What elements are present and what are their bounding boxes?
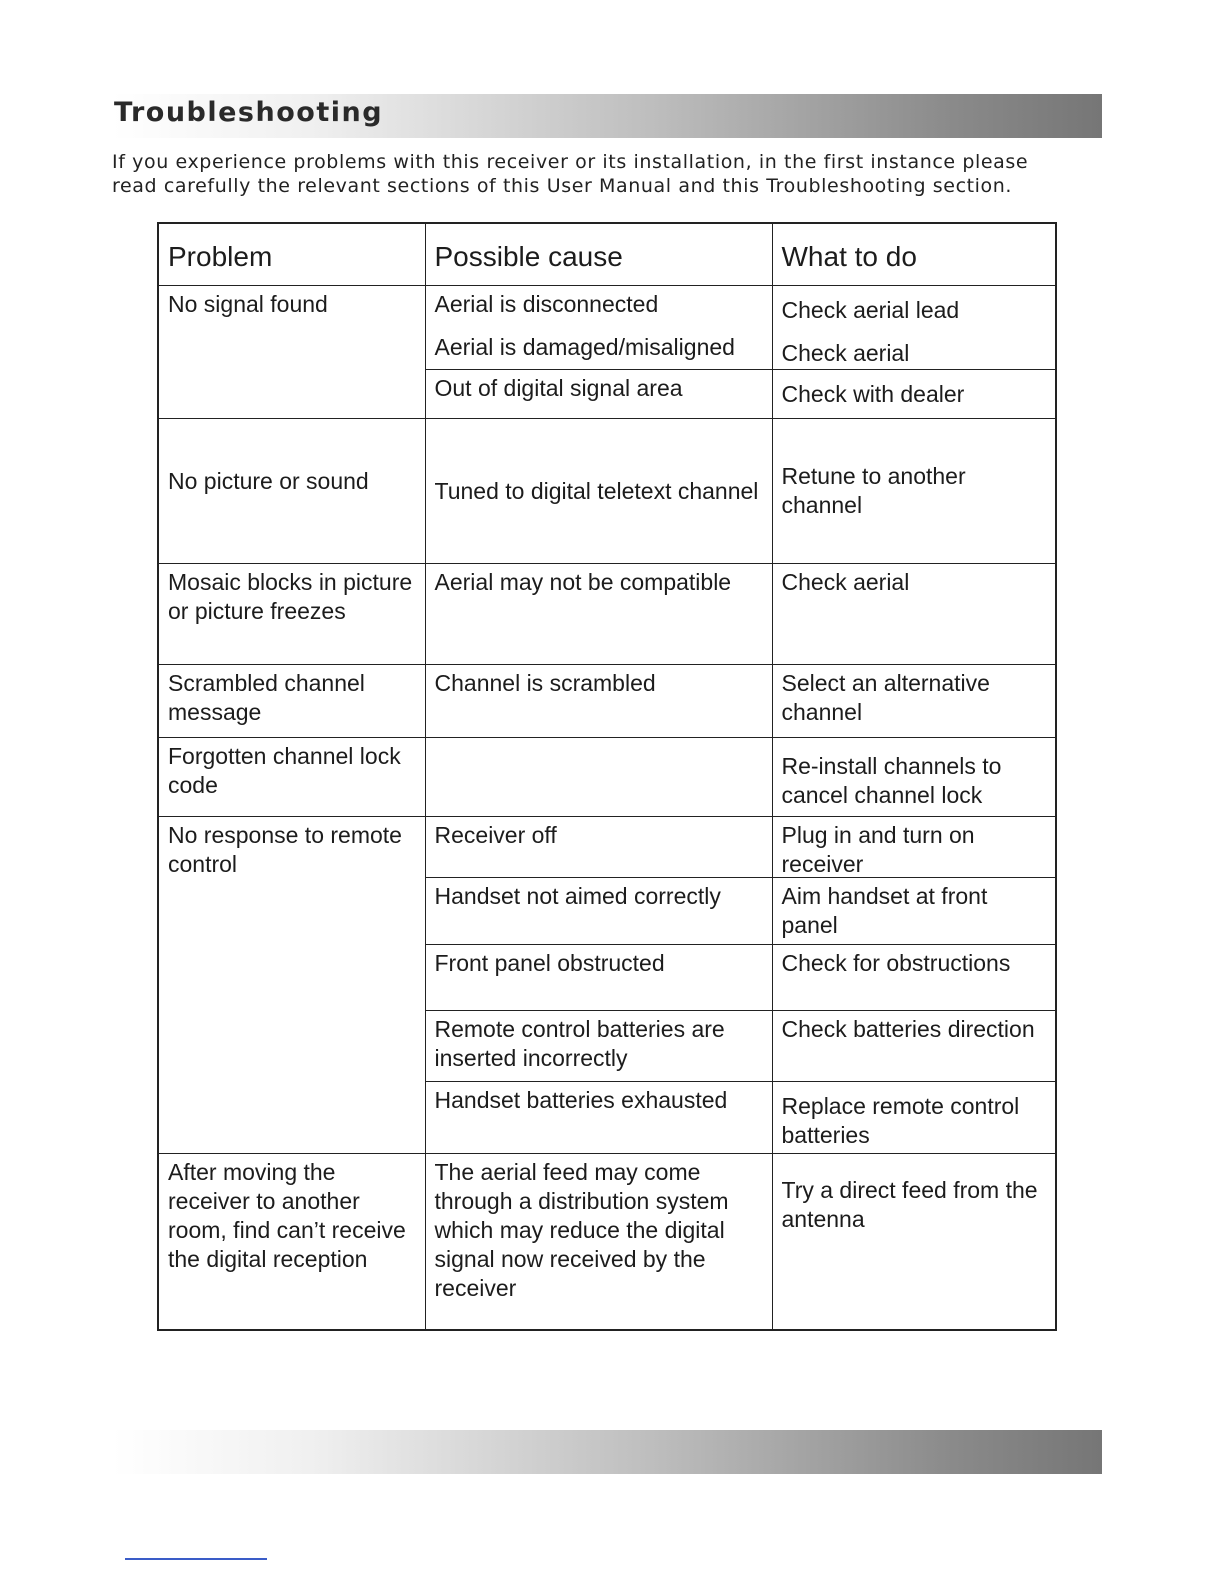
problem-cell: Mosaic blocks in picture or picture freezes: [158, 564, 425, 665]
table-row: [158, 564, 1056, 665]
problem-cell: No response to remote control: [158, 817, 425, 1154]
table-row: [158, 665, 1056, 738]
action-item: Check aerial: [773, 329, 1056, 370]
action-item: Check with dealer: [781, 381, 965, 407]
cause-cell: Channel is scrambled: [425, 665, 772, 738]
header-problem: Problem: [158, 223, 425, 286]
problem-cell: After moving the receiver to another room, find can’t receive the digital reception: [158, 1154, 425, 1330]
cause-cell: The aerial feed may come through a distribution system which may reduce the digital signal now received by the receiver: [425, 1154, 772, 1330]
cause-cell: [425, 817, 772, 1154]
title-banner: [112, 94, 1102, 138]
page-title: Troubleshooting: [114, 97, 384, 128]
cause-cell: [425, 286, 772, 419]
cause-item: Aerial is damaged/misaligned: [426, 329, 772, 370]
problem-cell: No picture or sound: [158, 419, 425, 564]
table-row: [158, 286, 1056, 419]
action-cell: Check aerial: [772, 564, 1056, 665]
action-cell: Re-install channels to cancel channel lock: [772, 738, 1056, 817]
table-row: [158, 1154, 1056, 1330]
intro-line-2: read carefully the relevant sections of this User Manual and this Troubleshooting section.: [112, 175, 1013, 197]
action-cell: Retune to another channel: [772, 419, 1056, 564]
problem-cell: Forgotten channel lock code: [158, 738, 425, 817]
action-cell: Try a direct feed from the antenna: [772, 1154, 1056, 1330]
action-item: Check for obstructions: [773, 945, 1056, 1011]
cause-cell: [425, 738, 772, 817]
footer-divider: [125, 1558, 267, 1560]
action-item: Check batteries direction: [773, 1011, 1056, 1082]
cause-item: Remote control batteries are inserted incorrectly: [426, 1011, 772, 1082]
cause-item: Receiver off: [426, 817, 772, 878]
footer-banner: [112, 1430, 1102, 1474]
cause-item: Handset batteries exhausted: [434, 1087, 728, 1113]
table-row: [158, 817, 1056, 1154]
cause-item: Handset not aimed correctly: [426, 878, 772, 945]
table-header-row: [158, 223, 1056, 286]
header-what-to-do: What to do: [772, 223, 1056, 286]
action-cell: [772, 286, 1056, 419]
cause-item: Aerial is disconnected: [434, 291, 659, 317]
action-cell: Select an alternative channel: [772, 665, 1056, 738]
table-row: [158, 738, 1056, 817]
intro-paragraph: [112, 150, 1102, 198]
cause-cell: Tuned to digital teletext channel: [425, 419, 772, 564]
action-item: Replace remote control batteries: [781, 1093, 1020, 1148]
problem-cell: No signal found: [158, 286, 425, 419]
cause-item: Out of digital signal area: [434, 375, 683, 401]
action-cell: [772, 817, 1056, 1154]
header-possible-cause: Possible cause: [425, 223, 772, 286]
problem-cell: Scrambled channel message: [158, 665, 425, 738]
action-item: Plug in and turn on receiver: [773, 817, 1056, 878]
intro-line-1: If you experience problems with this receiver or its installation, in the first instance please: [112, 151, 1029, 173]
troubleshooting-table: [157, 222, 1057, 1331]
table-row: [158, 419, 1056, 564]
action-item: Check aerial lead: [781, 297, 960, 323]
cause-item: Front panel obstructed: [426, 945, 772, 1011]
action-item: Aim handset at front panel: [773, 878, 1056, 945]
cause-cell: Aerial may not be compatible: [425, 564, 772, 665]
